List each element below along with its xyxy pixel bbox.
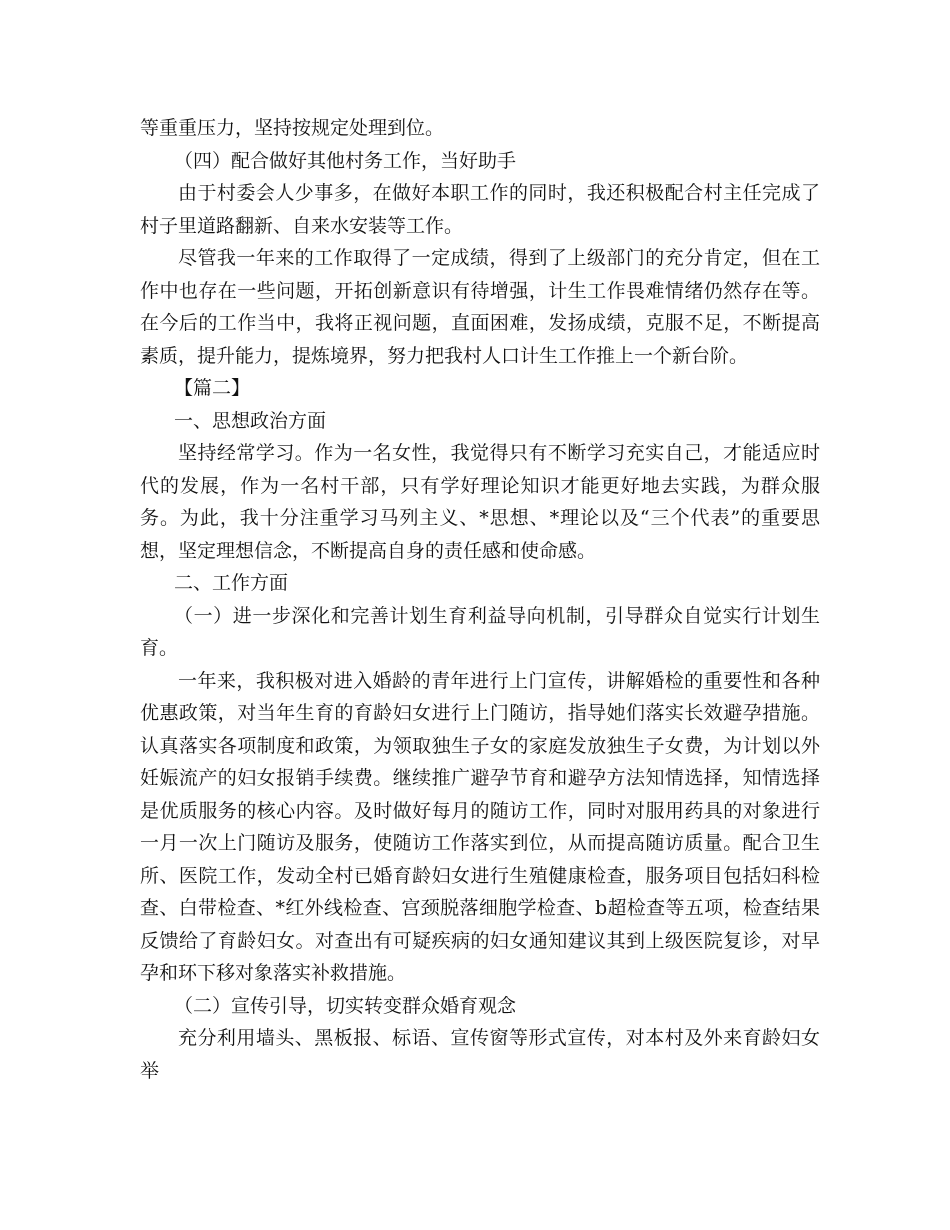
paragraph: 充分利用墙头、黑板报、标语、宣传窗等形式宣传，对本村及外来育龄妇女举 [140, 1027, 820, 1082]
section-heading-4: （四）配合做好其他村务工作，当好助手 [174, 149, 517, 172]
paragraph: 一年来，我积极对进入婚龄的青年进行上门宣传，讲解婚检的重要性和各种优惠政策，对当年生育的育龄妇女进行上门随访，指导她们落实长效避孕措施。认真落实各项制度和政策，为领取独生子女的家庭发放独生子女费，为计划以外妊娠流产的妇女报销手续费。继续推广避孕节育和避孕方法知情选择，知情选择是优质服务的核心内容。及时做好每月的随访工作，同时对服用药具的对象进行一月一次上门随访及服务，使随访工作落实到位，从而提高随访质量。配合卫生所、医院工作，发动全村已婚育龄妇女进行生殖健康检查，服务项目包括妇科检查、白带检查、*红外线检查、宫颈脱落细胞学检查、b超检查等五项，检查结果反馈给了育龄妇女。对查出有可疑疾病的妇女通知建议其到上级医院复诊，对早孕和环下移对象落实补救措施。 [140, 669, 820, 984]
section-heading-ideology: 一、思想政治方面 [174, 409, 327, 432]
subsection-heading-2: （二）宣传引导，切实转变群众婚育观念 [174, 994, 517, 1017]
section-heading-work: 二、工作方面 [174, 572, 289, 594]
document-body [140, 112, 820, 1087]
paragraph: 由于村委会人少事多，在做好本职工作的同时，我还积极配合村主任完成了村子里道路翻新、自来水安装等工作。 [140, 182, 820, 237]
part-two-heading: 【篇二】 [174, 377, 251, 399]
paragraph: 尽管我一年来的工作取得了一定成绩，得到了上级部门的充分肯定，但在工作中也存在一些问题，开拓创新意识有待增强，计生工作畏难情绪仍然存在等。在今后的工作当中，我将正视问题，直面困难，发扬成绩，克服不足，不断提高素质，提升能力，提炼境界，努力把我村人口计生工作推上一个新台阶。 [140, 247, 820, 367]
paragraph-continued: 等重重压力，坚持按规定处理到位。 [140, 117, 445, 139]
paragraph: 坚持经常学习。作为一名女性，我觉得只有不断学习充实自己，才能适应时代的发展，作为一名村干部，只有学好理论知识才能更好地去实践，为群众服务。为此，我十分注重学习马列主义、*思想、*理论以及“三个代表”的重要思想，坚定理想信念，不断提高自身的责任感和使命感。 [140, 442, 820, 562]
subsection-heading-1: （一）进一步深化和完善计划生育利益导向机制，引导群众自觉实行计划生育。 [140, 604, 820, 659]
